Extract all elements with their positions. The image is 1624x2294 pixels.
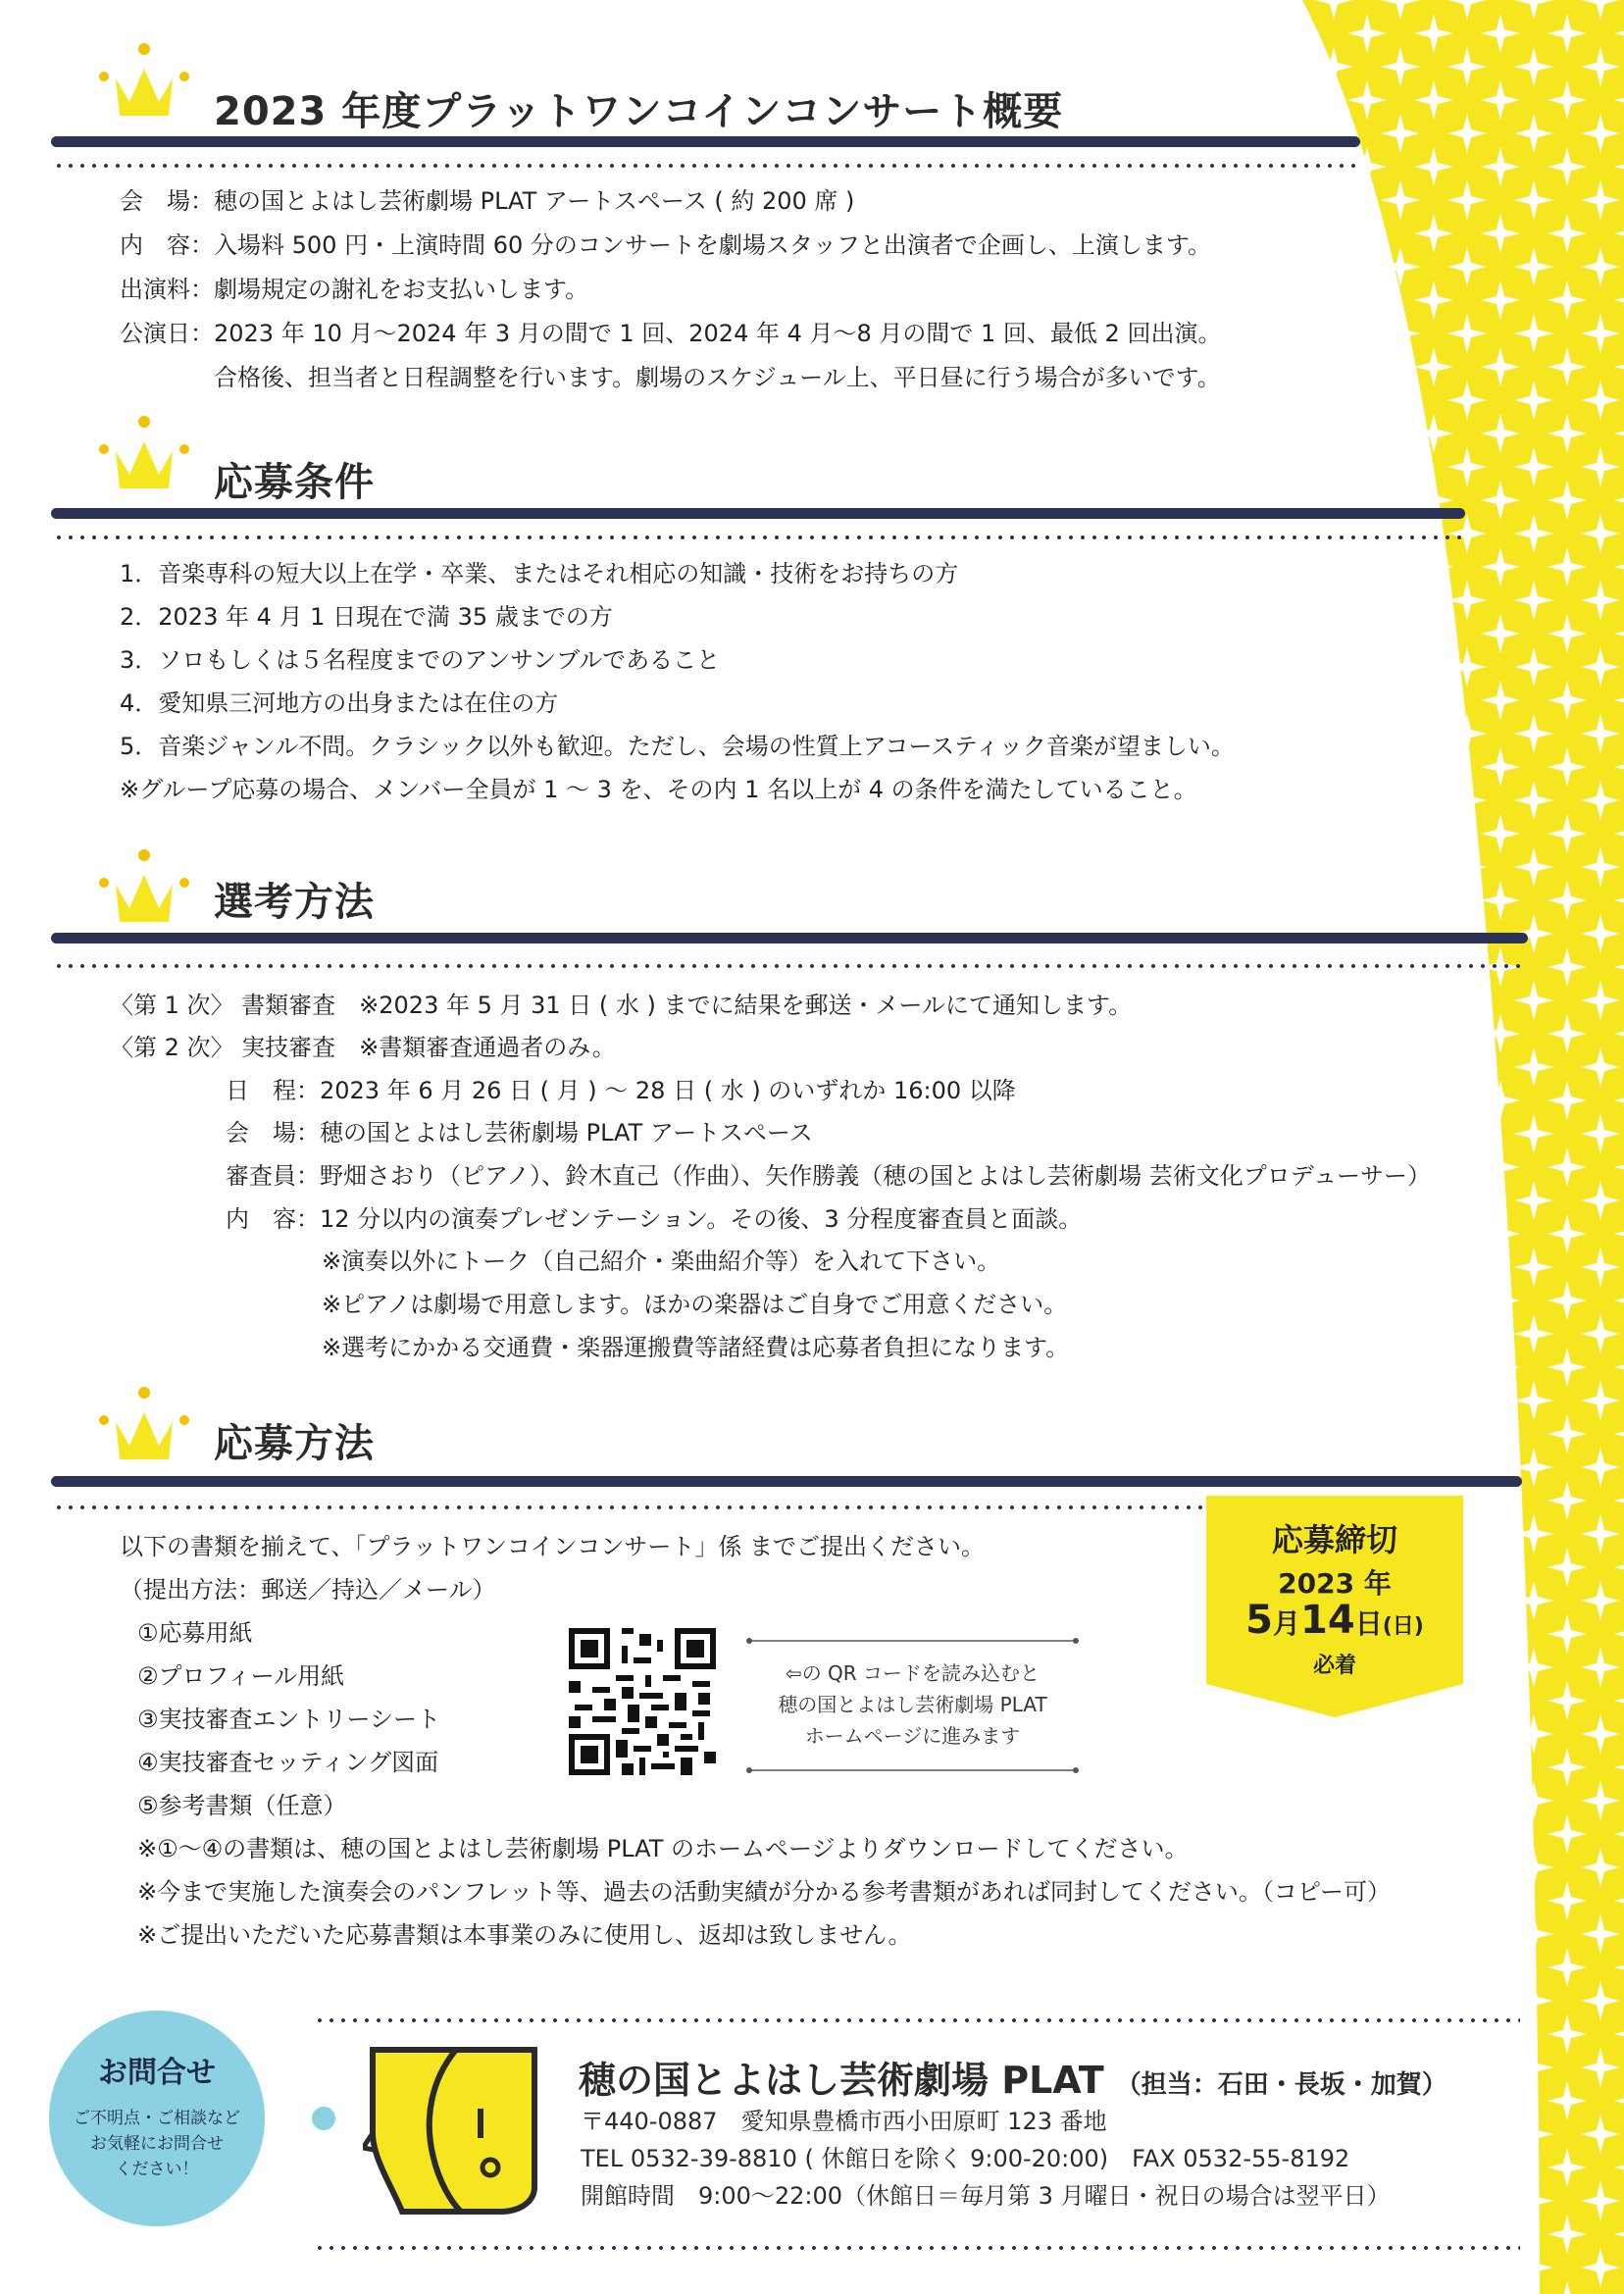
section-title-application: 応募方法 bbox=[214, 1421, 375, 1466]
contact-tel: TEL 0532-39-8810 ( 休館日を除く 9:00-20:00) FAX 0532-55-8192 bbox=[581, 2145, 1350, 2172]
application-note: ※今まで実施した演奏会のパンフレット等、過去の活動実績が分かる参考書類があれば同封してください。（コピー可） bbox=[137, 1878, 1391, 1906]
qr-note-line: ⇦の QR コードを読み込むと bbox=[785, 1661, 1040, 1685]
deadline-note: 必着 bbox=[1312, 1654, 1356, 1678]
dotted-divider bbox=[314, 2018, 1520, 2022]
application-doc: ④実技審査セッティング図面 bbox=[137, 1749, 439, 1776]
crown-icon bbox=[90, 1383, 198, 1461]
application-doc: ③実技審査エントリーシート bbox=[137, 1706, 441, 1733]
selection-detail: 会 場：穂の国とよはし芸術劇場 PLAT アートスペース bbox=[226, 1119, 813, 1147]
selection-second: 〈第 2 次〉 実技審査 ※書類審査通過者のみ。 bbox=[110, 1034, 616, 1061]
selection-note: ※ピアノは劇場で用意します。ほかの楽器はご自身でご用意ください。 bbox=[322, 1291, 1068, 1318]
speech-dot bbox=[312, 2107, 335, 2130]
qr-note-line: 穂の国とよはし芸術劇場 PLAT bbox=[778, 1693, 1047, 1716]
crown-icon bbox=[90, 412, 198, 490]
qr-code[interactable] bbox=[569, 1628, 716, 1775]
condition-item: 4．愛知県三河地方の出身または在住の方 bbox=[120, 689, 559, 717]
section-title-overview: 2023 年度プラットワンコインコンサート概要 bbox=[214, 89, 1064, 134]
overview-item: 会 場：穂の国とよはし芸術劇場 PLAT アートスペース ( 約 200 席 ) bbox=[120, 187, 855, 215]
dotted-divider bbox=[53, 1505, 1210, 1509]
selection-detail: 内 容：12 分以内の演奏プレゼンテーション。その後、3 分程度審査員と面談。 bbox=[226, 1205, 1083, 1233]
plat-mascot-logo bbox=[363, 2040, 549, 2217]
dotted-divider bbox=[314, 2246, 1520, 2250]
overview-item: 公演日：2023 年 10 月～2024 年 3 月の間で 1 回、2024 年 4 月～8 月の間で 1 回、最低 2 回出演。 bbox=[120, 320, 1222, 347]
application-doc: ①応募用紙 bbox=[137, 1619, 253, 1647]
qr-note bbox=[743, 1633, 1082, 1778]
overview-item: 内 容：入場料 500 円・上演時間 60 分のコンサートを劇場スタッフと出演者で企画し、上演します。 bbox=[120, 231, 1211, 259]
selection-note: ※選考にかかる交通費・楽器運搬費等諸経費は応募者負担になります。 bbox=[322, 1334, 1070, 1361]
application-doc: ②プロフィール用紙 bbox=[137, 1662, 345, 1690]
deadline-date: 5月14日(日) bbox=[1245, 1598, 1424, 1643]
selection-detail: 日 程：2023 年 6 月 26 日 ( 月 ) ～ 28 日 ( 水 ) のいずれか 16:00 以降 bbox=[226, 1077, 1016, 1104]
condition-item: 5．音楽ジャンル不問。クラシック以外も歓迎。ただし、会場の性質上アコースティック音楽が望ましい。 bbox=[120, 733, 1235, 760]
deadline-badge bbox=[1206, 1496, 1463, 1717]
section-title-conditions: 応募条件 bbox=[214, 460, 375, 505]
contact-sub: お気軽にお問合せ bbox=[90, 2134, 224, 2154]
application-doc: ⑤参考書類（任意） bbox=[137, 1792, 347, 1819]
dotted-divider bbox=[53, 164, 1357, 168]
dotted-divider bbox=[53, 964, 1524, 968]
condition-note: ※グループ応募の場合、メンバー全員が 1 ～ 3 を、その内 1 名以上が 4 の条件を満たしていること。 bbox=[120, 776, 1197, 803]
application-method: （提出方法：郵送／持込／メール） bbox=[120, 1576, 496, 1604]
section-title-selection: 選考方法 bbox=[214, 880, 375, 925]
overview-item: 出演料：劇場規定の謝礼をお支払いします。 bbox=[120, 276, 589, 303]
overview-continuation: 合格後、担当者と日程調整を行います。劇場のスケジュール上、平日昼に行う場合が多いです。 bbox=[214, 364, 1221, 391]
section-bar bbox=[51, 136, 1360, 147]
deadline-title: 応募締切 bbox=[1271, 1521, 1397, 1558]
condition-item: 1．音楽専科の短大以上在学・卒業、またはそれ相応の知識・技術をお持ちの方 bbox=[120, 560, 959, 587]
contact-address: 〒440-0887 愛知県豊橋市西小田原町 123 番地 bbox=[581, 2108, 1107, 2135]
crown-icon bbox=[90, 39, 198, 118]
selection-first: 〈第 1 次〉 書類審査 ※2023 年 5 月 31 日 ( 水 ) までに結果を郵送・メールにて通知します。 bbox=[110, 992, 1133, 1019]
section-bar bbox=[51, 508, 1465, 519]
qr-note-line: ホームページに進みます bbox=[804, 1724, 1021, 1748]
dotted-divider bbox=[53, 535, 1465, 539]
contact-hours: 開館時間 9:00～22:00（休館日＝毎月第 3 月曜日・祝日の場合は翌平日） bbox=[581, 2182, 1391, 2210]
deadline-year: 2023 年 bbox=[1278, 1567, 1392, 1600]
application-note: ※ご提出いただいた応募書類は本事業のみに使用し、返却は致しません。 bbox=[137, 1921, 912, 1949]
selection-detail: 審査員：野畑さおり（ピアノ）、鈴木直己（作曲）、矢作勝義（穂の国とよはし芸術劇場 芸術文化プロデューサー） bbox=[226, 1162, 1431, 1190]
contact-sub: ご不明点・ご相談など bbox=[74, 2109, 240, 2128]
condition-item: 3．ソロもしくは５名程度までのアンサンブルであること bbox=[120, 646, 721, 674]
contact-sub: ください！ bbox=[115, 2160, 199, 2179]
section-bar bbox=[51, 933, 1528, 943]
selection-note: ※演奏以外にトーク（自己紹介・楽曲紹介等）を入れて下さい。 bbox=[322, 1248, 1001, 1275]
application-note: ※①～④の書類は、穂の国とよはし芸術劇場 PLAT のホームページよりダウンロードしてください。 bbox=[137, 1835, 1189, 1862]
application-intro: 以下の書類を揃えて、「プラットワンコインコンサート」係 までご提出ください。 bbox=[120, 1533, 985, 1560]
condition-item: 2．2023 年 4 月 1 日現在で満 35 歳までの方 bbox=[120, 603, 613, 631]
contact-org: 穂の国とよはし芸術劇場 PLAT （担当：石田・長坂・加賀） bbox=[579, 2059, 1447, 2102]
contact-bubble bbox=[49, 2011, 265, 2226]
section-bar bbox=[51, 1476, 1522, 1487]
contact-title: お問合せ bbox=[98, 2056, 216, 2090]
crown-icon bbox=[90, 845, 198, 924]
